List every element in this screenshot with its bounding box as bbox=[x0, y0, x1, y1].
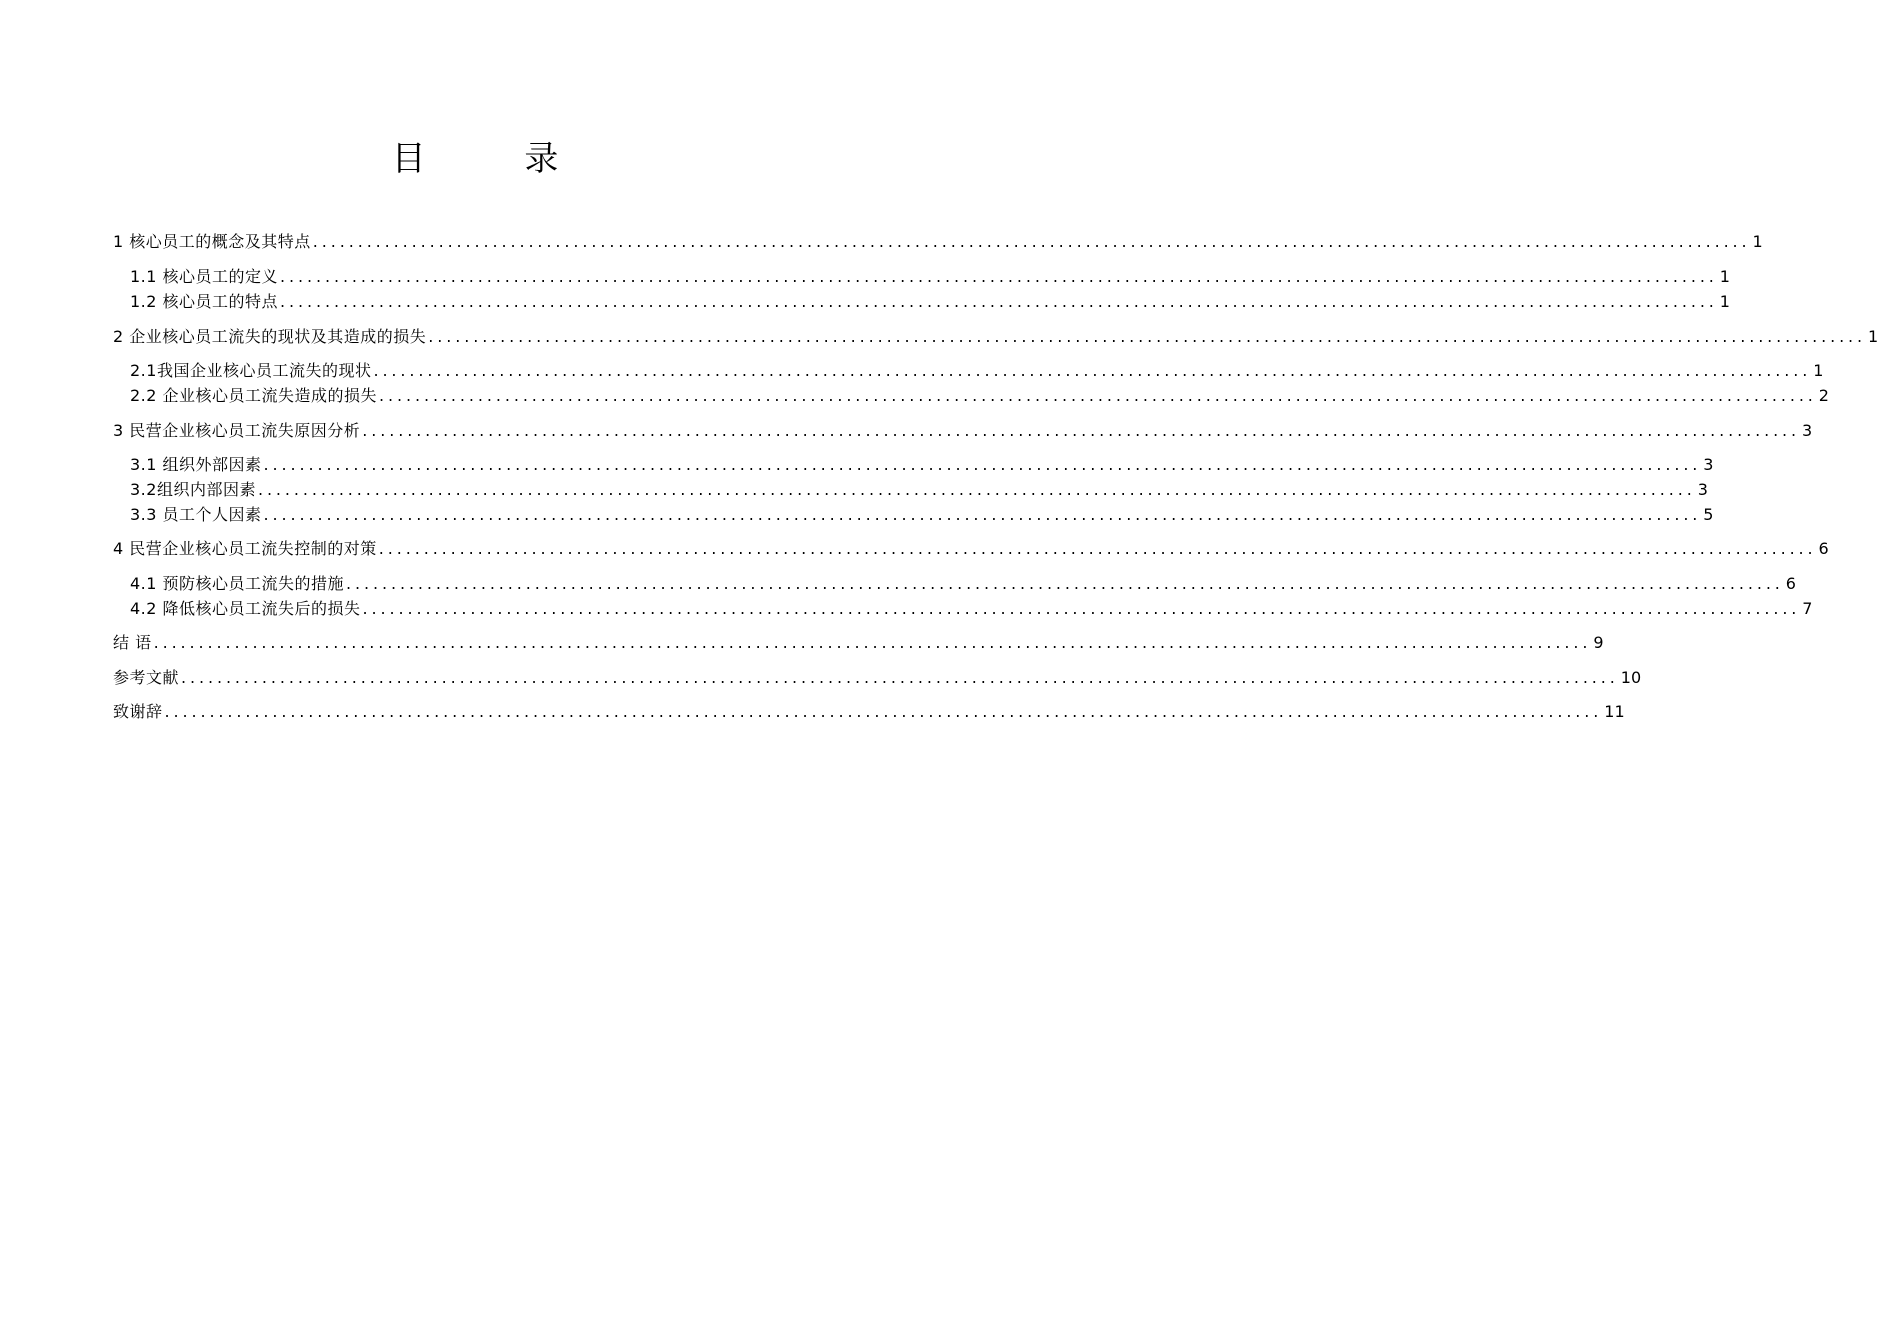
toc-entry-page-number: 6 bbox=[1785, 574, 1796, 593]
toc-entry[interactable] bbox=[130, 264, 1730, 290]
toc-entry-label: 3 民营企业核心员工流失原因分析 bbox=[113, 421, 361, 440]
dot-leader: ................................................................................................................................................................ bbox=[312, 232, 1751, 251]
dot-leader: ................................................................................................................................................................ bbox=[164, 702, 1603, 721]
toc-entry-label: 3.1 组织外部因素 bbox=[130, 455, 262, 474]
toc-entry-label: 1 核心员工的概念及其特点 bbox=[113, 232, 311, 251]
dot-leader: ................................................................................................................................................................ bbox=[263, 455, 1702, 474]
dot-leader: ................................................................................................................................................................ bbox=[280, 292, 1718, 311]
toc-entry-label: 1.2 核心员工的特点 bbox=[130, 292, 279, 311]
dot-leader: ................................................................................................................................................................ bbox=[263, 505, 1702, 524]
toc-entry[interactable] bbox=[113, 536, 1829, 562]
toc-entry-label: 2.2 企业核心员工流失造成的损失 bbox=[130, 386, 378, 405]
toc-entry-page-number: 1 bbox=[1813, 361, 1824, 380]
toc-entry-label: 3.3 员工个人因素 bbox=[130, 505, 262, 524]
toc-entry-page-number: 1 bbox=[1719, 292, 1730, 311]
toc-entry-label: 2.1我国企业核心员工流失的现状 bbox=[130, 361, 372, 380]
toc-entry[interactable] bbox=[113, 229, 1763, 255]
toc-entry-page-number: 10 bbox=[1620, 668, 1642, 687]
toc-entry-page-number: 1 bbox=[1868, 327, 1878, 346]
toc-entry[interactable] bbox=[130, 452, 1714, 478]
toc-entry[interactable] bbox=[130, 383, 1829, 409]
toc-entry-page-number: 3 bbox=[1802, 421, 1813, 440]
toc-entry-page-number: 6 bbox=[1818, 539, 1829, 558]
toc-entry[interactable] bbox=[113, 665, 1642, 691]
toc-entry[interactable] bbox=[113, 324, 1878, 350]
dot-leader: ................................................................................................................................................................ bbox=[428, 327, 1867, 346]
dot-leader: ................................................................................................................................................................ bbox=[346, 574, 1784, 593]
toc-entry[interactable] bbox=[130, 358, 1824, 384]
toc-entry-label: 参考文献 bbox=[113, 668, 180, 687]
toc-entry-label: 3.2组织内部因素 bbox=[130, 480, 256, 499]
toc-entry[interactable] bbox=[113, 630, 1604, 656]
toc-entry[interactable] bbox=[130, 502, 1714, 528]
toc-entry[interactable] bbox=[130, 571, 1796, 597]
dot-leader: ................................................................................................................................................................ bbox=[181, 668, 1619, 687]
toc-entry[interactable] bbox=[130, 596, 1813, 622]
dot-leader: ................................................................................................................................................................ bbox=[362, 599, 1801, 618]
dot-leader: ................................................................................................................................................................ bbox=[280, 267, 1718, 286]
toc-entry-page-number: 3 bbox=[1697, 480, 1708, 499]
toc-entry-page-number: 9 bbox=[1593, 633, 1604, 652]
toc-entry[interactable] bbox=[113, 418, 1813, 444]
toc-entry[interactable] bbox=[130, 477, 1708, 503]
dot-leader: ................................................................................................................................................................ bbox=[362, 421, 1801, 440]
toc-entry-label: 4.1 预防核心员工流失的措施 bbox=[130, 574, 345, 593]
toc-entry[interactable] bbox=[113, 699, 1625, 725]
toc-entry-label: 1.1 核心员工的定义 bbox=[130, 267, 279, 286]
toc-entry-page-number: 3 bbox=[1703, 455, 1714, 474]
toc-entry-page-number: 2 bbox=[1818, 386, 1829, 405]
toc-entry-page-number: 5 bbox=[1703, 505, 1714, 524]
toc-entry-page-number: 1 bbox=[1752, 232, 1763, 251]
toc-entry-page-number: 7 bbox=[1802, 599, 1813, 618]
toc-title: 目 录 bbox=[391, 139, 603, 179]
dot-leader: ................................................................................................................................................................ bbox=[153, 633, 1592, 652]
toc-entry-label: 4.2 降低核心员工流失后的损失 bbox=[130, 599, 361, 618]
toc-entry-page-number: 1 bbox=[1719, 267, 1730, 286]
dot-leader: ................................................................................................................................................................ bbox=[257, 480, 1696, 499]
dot-leader: ................................................................................................................................................................ bbox=[379, 386, 1817, 405]
toc-entry-label: 2 企业核心员工流失的现状及其造成的损失 bbox=[113, 327, 427, 346]
toc-entry-label: 结 语 bbox=[113, 633, 152, 652]
toc-entry-page-number: 11 bbox=[1604, 702, 1625, 721]
toc-entry-label: 致谢辞 bbox=[113, 702, 163, 721]
toc-entry[interactable] bbox=[130, 289, 1730, 315]
toc-entry-label: 4 民营企业核心员工流失控制的对策 bbox=[113, 539, 377, 558]
dot-leader: ................................................................................................................................................................ bbox=[373, 361, 1812, 380]
dot-leader: ................................................................................................................................................................ bbox=[378, 539, 1817, 558]
